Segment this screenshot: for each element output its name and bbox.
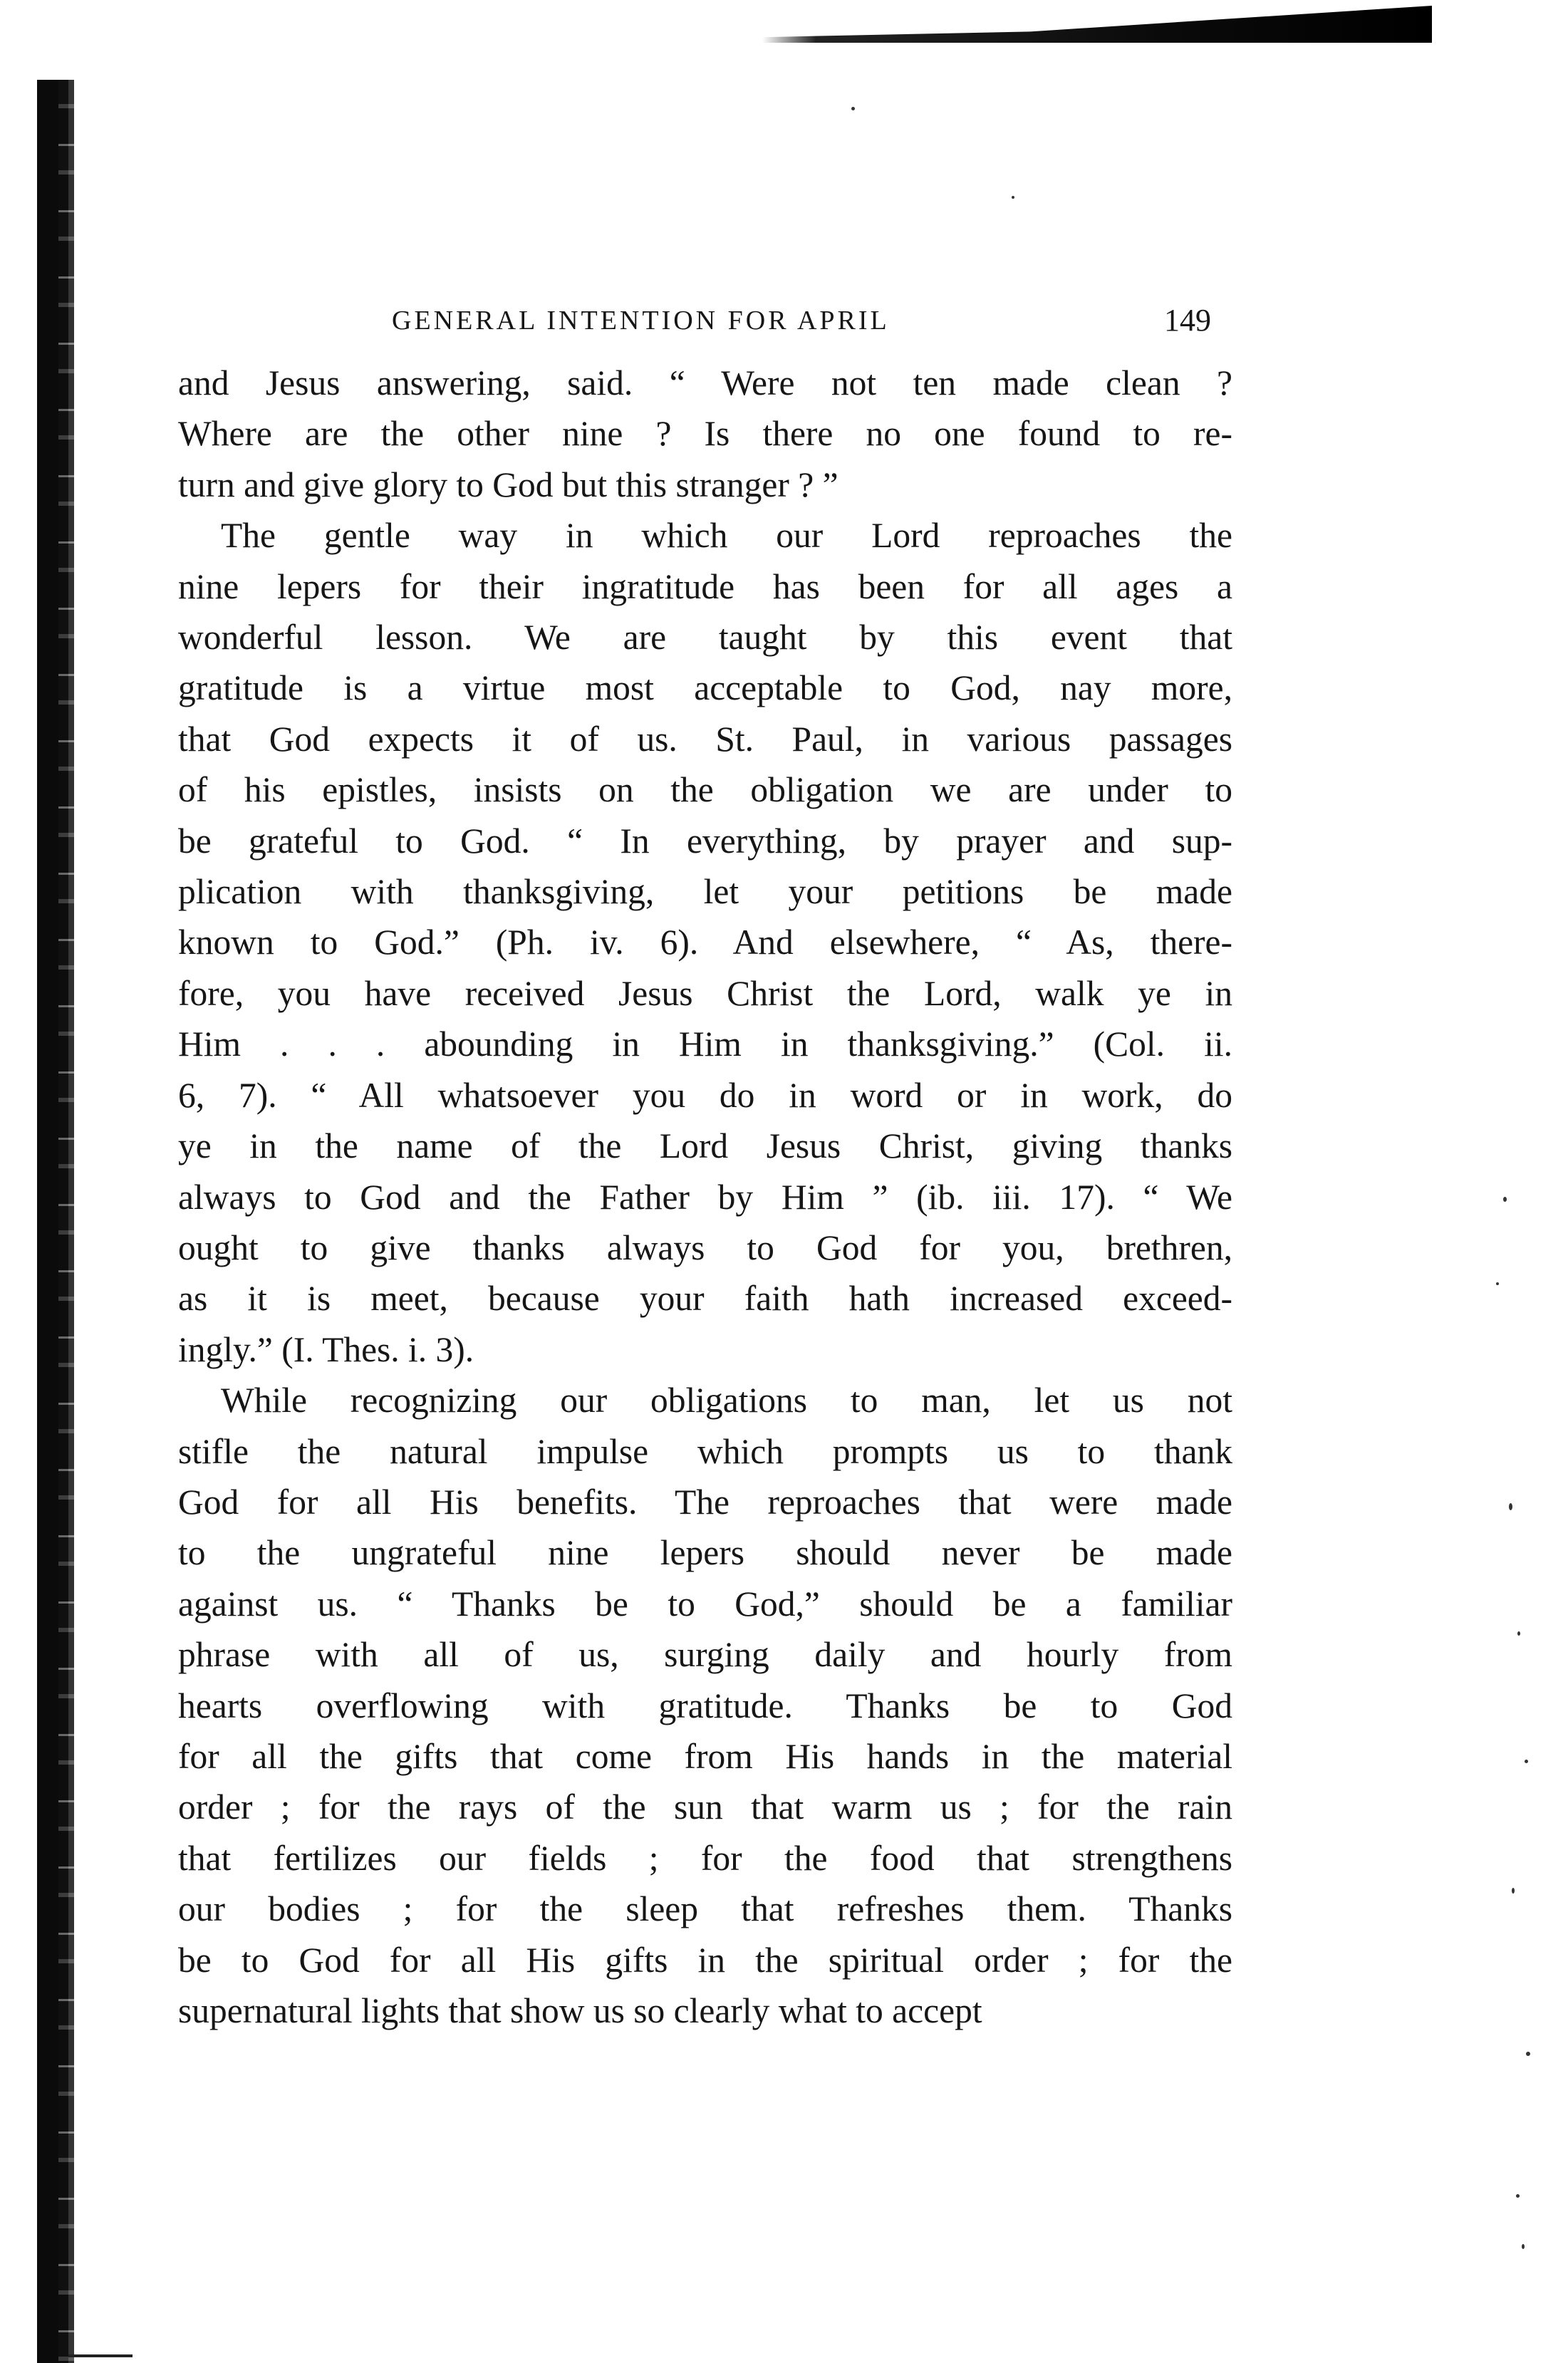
scan-speck: [1012, 196, 1014, 199]
body-text: [178, 358, 1232, 2036]
scan-speck: [1496, 1282, 1499, 1285]
text-line: phrase with all of us, surging daily and hourly from: [178, 1635, 1232, 1675]
text-line: plication with thanksgiving, let your petitions be made: [178, 872, 1232, 912]
text-line: ingly.” (I. Thes. i. 3).: [178, 1329, 474, 1369]
text-line: God for all His benefits. The reproaches that were made: [178, 1482, 1232, 1522]
text-line: be to God for all His gifts in the spiritual order ; for the: [178, 1940, 1232, 1980]
text-line: 6, 7). “ All whatsoever you do in word or in work, do: [178, 1075, 1232, 1115]
text-line: The gentle way in which our Lord reproaches the: [221, 516, 1232, 556]
text-line: be grateful to God. “ In everything, by prayer and sup-: [178, 821, 1232, 861]
paragraph: [178, 1375, 1232, 2036]
text-line: turn and give glory to God but this stranger ? ”: [178, 464, 838, 504]
text-line: to the ungrateful nine lepers should never be made: [178, 1533, 1232, 1573]
text-line: fore, you have received Jesus Christ the Lord, walk ye in: [178, 973, 1232, 1013]
text-line: hearts overflowing with gratitude. Thanks be to God: [178, 1686, 1232, 1725]
scan-speck: [1522, 2244, 1525, 2249]
text-line: gratitude is a virtue most acceptable to God, nay more,: [178, 668, 1232, 708]
text-line: against us. “ Thanks be to God,” should be a familiar: [178, 1584, 1232, 1624]
text-line: ye in the name of the Lord Jesus Christ, giving thanks: [178, 1126, 1232, 1166]
running-title: GENERAL INTENTION FOR APRIL: [392, 306, 890, 336]
text-line: While recognizing our obligations to man, let us not: [221, 1381, 1232, 1421]
text-line: stifle the natural impulse which prompts us to thank: [178, 1431, 1232, 1471]
scan-edge-left: [37, 80, 68, 2363]
text-line: and Jesus answering, said. “ Were not ten made clean ?: [178, 363, 1232, 403]
text-line: wonderful lesson. We are taught by this event that: [178, 618, 1232, 658]
text-line: ought to give thanks always to God for you, brethren,: [178, 1227, 1232, 1267]
scan-speck: [1509, 1503, 1512, 1510]
scan-speck: [1525, 1760, 1528, 1763]
scan-edge-top: [762, 6, 1432, 43]
text-line: that fertilizes our fields ; for the food that strengthens: [178, 1838, 1232, 1878]
text-line: supernatural lights that show us so clearly what to accept: [178, 1991, 982, 2030]
scan-edge-foot: [68, 2354, 133, 2357]
text-line: for all the gifts that come from His hands in the material: [178, 1736, 1232, 1776]
text-line: nine lepers for their ingratitude has been for all ages a: [178, 566, 1232, 606]
text-line: of his epistles, insists on the obligation we are under to: [178, 770, 1232, 810]
text-line: Where are the other nine ? Is there no one found to re-: [178, 414, 1232, 454]
scan-speck: [1512, 1888, 1515, 1894]
running-head: [178, 299, 1232, 342]
text-line: that God expects it of us. St. Paul, in various passages: [178, 719, 1232, 759]
text-line: order ; for the rays of the sun that warm us ; for the rain: [178, 1787, 1232, 1827]
text-line: Him . . . abounding in Him in thanksgiving.” (Col. ii.: [178, 1024, 1232, 1064]
scan-speck: [1517, 1631, 1520, 1636]
scan-speck: [1503, 1197, 1507, 1202]
text-line: known to God.” (Ph. iv. 6). And elsewhere, “ As, there-: [178, 923, 1232, 962]
text-line: always to God and the Father by Him ” (ib. iii. 17). “ We: [178, 1177, 1232, 1217]
text-line: our bodies ; for the sleep that refreshes them. Thanks: [178, 1889, 1232, 1929]
text-line: as it is meet, because your faith hath increased exceed-: [178, 1279, 1232, 1319]
book-page: [178, 299, 1232, 2036]
scan-speck: [851, 107, 855, 110]
paragraph: [178, 358, 1232, 510]
scan-speck: [1516, 2194, 1520, 2198]
page-number: 149: [1164, 303, 1211, 338]
paragraph: [178, 510, 1232, 1375]
scan-speck: [1526, 2052, 1530, 2056]
